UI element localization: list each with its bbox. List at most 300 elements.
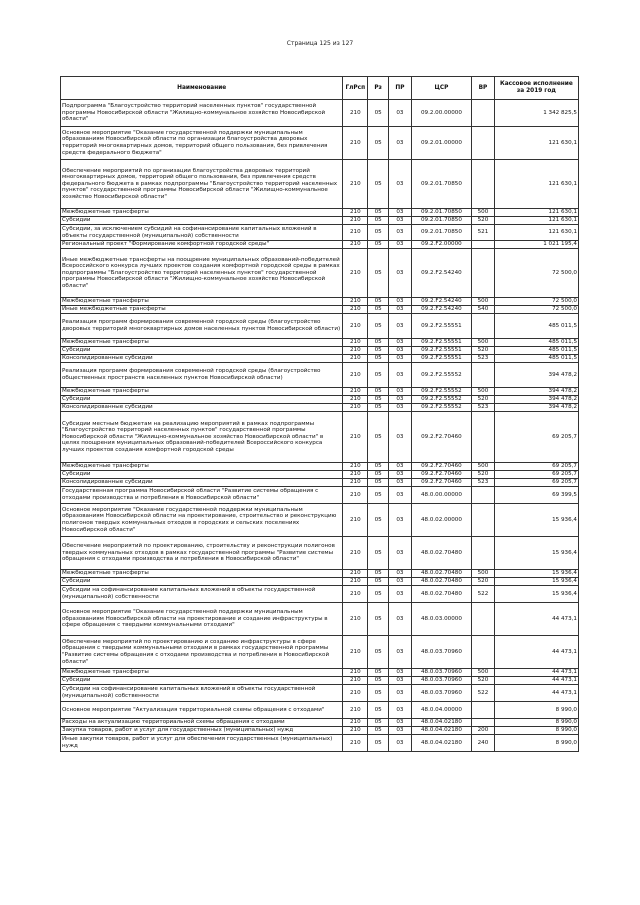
cell-csr: 48.0.02.00000 — [411, 504, 471, 537]
cell-csr: 48.0.00.00000 — [411, 487, 471, 504]
cell-csr: 09.2.F2.55552 — [411, 363, 471, 388]
cell-grp: 210 — [343, 537, 368, 570]
cell-rz: 05 — [368, 306, 389, 314]
cell-name: Обеспечение мероприятий по проектированию, строительству и реконструкции полигонов твердых коммунальных отходов в рамках государственной программы "Развитие системы обращения с отходами производства и потребления в Новосибирской области" — [61, 537, 343, 570]
cell-amount: 72 500,0 — [494, 298, 578, 306]
cell-csr: 48.0.04.02180 — [411, 727, 471, 735]
cell-amount: 69 399,5 — [494, 487, 578, 504]
cell-vr — [472, 487, 495, 504]
cell-name: Государственная программа Новосибирской области "Развитие системы обращения с отходами производства и потребления в Новосибирской области" — [61, 487, 343, 504]
cell-rz: 05 — [368, 669, 389, 677]
cell-grp: 210 — [343, 347, 368, 355]
cell-vr — [472, 412, 495, 463]
table-row — [61, 100, 579, 127]
cell-grp: 210 — [343, 487, 368, 504]
cell-vr: 240 — [472, 735, 495, 752]
cell-vr: 523 — [472, 355, 495, 363]
cell-vr: 520 — [472, 677, 495, 685]
cell-name: Закупка товаров, работ и услуг для государственных (муниципальных) нужд — [61, 727, 343, 735]
cell-csr: 09.2.F2.70460 — [411, 479, 471, 487]
cell-grp: 210 — [343, 339, 368, 347]
cell-pr: 03 — [389, 225, 412, 241]
cell-amount: 69 205,7 — [494, 412, 578, 463]
cell-csr: 48.0.04.02180 — [411, 719, 471, 727]
cell-rz: 05 — [368, 355, 389, 363]
cell-pr: 03 — [389, 355, 412, 363]
cell-name: Межбюджетные трансферты — [61, 388, 343, 396]
cell-name: Реализация программ формирования современной городской среды (благоустройство общественных пространств населенных пунктов Новосибирской области) — [61, 363, 343, 388]
cell-pr: 03 — [389, 298, 412, 306]
cell-grp: 210 — [343, 570, 368, 578]
cell-name: Обеспечение мероприятий по проектированию и созданию инфраструктуры в сфере обращения с твердыми коммунальными отходами в рамках государственной программы "Развитие системы обращения с отходами производства и потребления в Новосибирской области" — [61, 636, 343, 669]
cell-amount: 8 990,0 — [494, 702, 578, 719]
cell-rz: 05 — [368, 217, 389, 225]
cell-rz: 05 — [368, 298, 389, 306]
cell-rz: 05 — [368, 735, 389, 752]
cell-rz: 05 — [368, 209, 389, 217]
cell-csr: 09.2.00.00000 — [411, 100, 471, 127]
cell-pr: 03 — [389, 339, 412, 347]
cell-vr — [472, 363, 495, 388]
cell-name: Субсидии — [61, 471, 343, 479]
table-row — [61, 487, 579, 504]
header-amount: Кассовое исполнение за 2019 год — [494, 77, 578, 100]
cell-grp: 210 — [343, 479, 368, 487]
table-row — [61, 471, 579, 479]
table-row — [61, 404, 579, 412]
cell-amount: 485 011,5 — [494, 355, 578, 363]
cell-pr: 03 — [389, 314, 412, 339]
cell-pr: 03 — [389, 504, 412, 537]
cell-grp: 210 — [343, 363, 368, 388]
cell-name: Консолидированные субсидии — [61, 479, 343, 487]
table-row — [61, 719, 579, 727]
cell-amount: 15 936,4 — [494, 570, 578, 578]
table-row — [61, 241, 579, 249]
cell-csr: 48.0.03.70960 — [411, 669, 471, 677]
cell-rz: 05 — [368, 127, 389, 160]
cell-grp: 210 — [343, 669, 368, 677]
cell-pr: 03 — [389, 412, 412, 463]
cell-rz: 05 — [368, 249, 389, 298]
cell-grp: 210 — [343, 404, 368, 412]
cell-csr: 48.0.02.70480 — [411, 586, 471, 603]
cell-rz: 05 — [368, 570, 389, 578]
table-row — [61, 685, 579, 702]
cell-amount: 44 473,1 — [494, 636, 578, 669]
cell-name: Консолидированные субсидии — [61, 355, 343, 363]
cell-vr — [472, 314, 495, 339]
table-row — [61, 396, 579, 404]
cell-csr: 09.2.F2.70460 — [411, 412, 471, 463]
table-row — [61, 504, 579, 537]
table-row — [61, 339, 579, 347]
cell-name: Межбюджетные трансферты — [61, 209, 343, 217]
cell-csr: 48.0.04.00000 — [411, 702, 471, 719]
cell-name: Иные межбюджетные трансферты — [61, 306, 343, 314]
cell-pr: 03 — [389, 570, 412, 578]
cell-grp: 210 — [343, 636, 368, 669]
cell-grp: 210 — [343, 463, 368, 471]
cell-vr: 522 — [472, 685, 495, 702]
cell-amount: 8 990,0 — [494, 735, 578, 752]
cell-csr: 09.2.01.70850 — [411, 160, 471, 209]
cell-grp: 210 — [343, 685, 368, 702]
cell-csr: 48.0.03.70960 — [411, 677, 471, 685]
table-row — [61, 636, 579, 669]
cell-amount: 121 630,1 — [494, 127, 578, 160]
cell-csr: 09.2.F2.55551 — [411, 347, 471, 355]
cell-pr: 03 — [389, 669, 412, 677]
cell-pr: 03 — [389, 249, 412, 298]
cell-grp: 210 — [343, 388, 368, 396]
cell-amount: 44 473,1 — [494, 603, 578, 636]
cell-vr: 520 — [472, 347, 495, 355]
cell-vr — [472, 241, 495, 249]
cell-name: Субсидии — [61, 677, 343, 685]
table-row — [61, 479, 579, 487]
cell-pr: 03 — [389, 603, 412, 636]
cell-grp: 210 — [343, 225, 368, 241]
cell-csr: 09.2.01.70850 — [411, 209, 471, 217]
cell-grp: 210 — [343, 586, 368, 603]
cell-pr: 03 — [389, 685, 412, 702]
cell-amount: 394 478,2 — [494, 388, 578, 396]
cell-vr: 540 — [472, 306, 495, 314]
cell-vr: 522 — [472, 586, 495, 603]
cell-grp: 210 — [343, 209, 368, 217]
cell-name: Иные межбюджетные трансферты на поощрение муниципальных образований-победителей Всероссийского конкурса лучших проектов создания комфортной городской среды в рамках подпрограммы "Благоустройство территорий населенных пунктов" государственной программы Новосибирской области "Жилищно-коммунальное хозяйство Новосибирской области" — [61, 249, 343, 298]
cell-amount: 44 473,1 — [494, 669, 578, 677]
cell-rz: 05 — [368, 388, 389, 396]
cell-grp: 210 — [343, 504, 368, 537]
cell-rz: 05 — [368, 487, 389, 504]
table-row — [61, 463, 579, 471]
cell-grp: 210 — [343, 471, 368, 479]
cell-vr: 523 — [472, 404, 495, 412]
cell-grp: 210 — [343, 127, 368, 160]
cell-grp: 210 — [343, 314, 368, 339]
cell-amount: 121 630,1 — [494, 160, 578, 209]
cell-pr: 03 — [389, 487, 412, 504]
cell-grp: 210 — [343, 241, 368, 249]
cell-rz: 05 — [368, 727, 389, 735]
table-row — [61, 537, 579, 570]
cell-name: Субсидии — [61, 217, 343, 225]
cell-vr: 500 — [472, 209, 495, 217]
cell-name: Региональный проект "Формирование комфортной городской среды" — [61, 241, 343, 249]
cell-amount: 44 473,1 — [494, 685, 578, 702]
cell-rz: 05 — [368, 396, 389, 404]
cell-vr: 500 — [472, 669, 495, 677]
table-row — [61, 298, 579, 306]
cell-name: Субсидии — [61, 396, 343, 404]
cell-pr: 03 — [389, 241, 412, 249]
table-row — [61, 217, 579, 225]
table-row — [61, 578, 579, 586]
cell-pr: 03 — [389, 586, 412, 603]
cell-pr: 03 — [389, 217, 412, 225]
cell-csr: 09.2.F2.55552 — [411, 396, 471, 404]
cell-csr: 09.2.01.00000 — [411, 127, 471, 160]
table-row — [61, 586, 579, 603]
cell-csr: 09.2.F2.54240 — [411, 298, 471, 306]
table-row — [61, 225, 579, 241]
cell-vr — [472, 537, 495, 570]
cell-name: Расходы на актуализацию территориальной схемы обращения с отходами — [61, 719, 343, 727]
cell-rz: 05 — [368, 314, 389, 339]
cell-amount: 8 990,0 — [494, 727, 578, 735]
cell-pr: 03 — [389, 636, 412, 669]
cell-name: Субсидии — [61, 578, 343, 586]
cell-vr: 500 — [472, 463, 495, 471]
cell-grp: 210 — [343, 603, 368, 636]
cell-vr: 523 — [472, 479, 495, 487]
cell-csr: 48.0.02.70480 — [411, 570, 471, 578]
cell-vr — [472, 160, 495, 209]
cell-amount: 394 478,2 — [494, 404, 578, 412]
cell-grp: 210 — [343, 412, 368, 463]
table-row — [61, 727, 579, 735]
cell-rz: 05 — [368, 685, 389, 702]
header-name: Наименование — [61, 77, 343, 100]
cell-name: Основное мероприятие "Оказание государственной поддержки муниципальным образованиям Новосибирской области на проектирование и создание инфраструктуры в сфере обращения с твердыми коммунальными отходами" — [61, 603, 343, 636]
cell-grp: 210 — [343, 719, 368, 727]
table-row — [61, 669, 579, 677]
cell-name: Межбюджетные трансферты — [61, 298, 343, 306]
cell-amount: 69 205,7 — [494, 471, 578, 479]
table-row — [61, 160, 579, 209]
cell-pr: 03 — [389, 463, 412, 471]
table-row — [61, 347, 579, 355]
cell-pr: 03 — [389, 479, 412, 487]
cell-pr: 03 — [389, 719, 412, 727]
table-header-row — [61, 77, 579, 100]
cell-csr: 09.2.F2.70460 — [411, 471, 471, 479]
cell-csr: 09.2.01.70850 — [411, 225, 471, 241]
header-pr: ПР — [389, 77, 412, 100]
cell-csr: 09.2.F2.55552 — [411, 404, 471, 412]
table-row — [61, 363, 579, 388]
cell-pr: 03 — [389, 735, 412, 752]
cell-csr: 48.0.02.70480 — [411, 578, 471, 586]
table-body — [61, 100, 579, 752]
cell-vr — [472, 702, 495, 719]
cell-amount: 121 630,1 — [494, 209, 578, 217]
cell-amount: 15 936,4 — [494, 504, 578, 537]
cell-pr: 03 — [389, 396, 412, 404]
cell-pr: 03 — [389, 347, 412, 355]
page-number: Страница 125 из 127 — [286, 40, 354, 47]
cell-name: Субсидии на софинансирование капитальных вложений в объекты государственной (муниципальной) собственности — [61, 586, 343, 603]
cell-vr: 500 — [472, 388, 495, 396]
cell-amount: 485 011,5 — [494, 314, 578, 339]
cell-grp: 210 — [343, 396, 368, 404]
cell-rz: 05 — [368, 504, 389, 537]
cell-rz: 05 — [368, 537, 389, 570]
cell-vr: 520 — [472, 578, 495, 586]
table-row — [61, 249, 579, 298]
cell-grp: 210 — [343, 217, 368, 225]
cell-csr: 48.0.03.70960 — [411, 636, 471, 669]
cell-rz: 05 — [368, 347, 389, 355]
table-row — [61, 209, 579, 217]
cell-vr: 520 — [472, 471, 495, 479]
table-row — [61, 314, 579, 339]
cell-rz: 05 — [368, 160, 389, 209]
cell-name: Консолидированные субсидии — [61, 404, 343, 412]
cell-name: Подпрограмма "Благоустройство территорий населенных пунктов" государственной программы Новосибирской области "Жилищно-коммунальное хозяйство Новосибирской области" — [61, 100, 343, 127]
table-row — [61, 127, 579, 160]
cell-name: Межбюджетные трансферты — [61, 339, 343, 347]
cell-vr: 500 — [472, 570, 495, 578]
cell-rz: 05 — [368, 404, 389, 412]
cell-csr: 48.0.02.70480 — [411, 537, 471, 570]
budget-table — [60, 76, 579, 752]
cell-csr: 09.2.F2.70460 — [411, 463, 471, 471]
cell-vr — [472, 636, 495, 669]
cell-rz: 05 — [368, 339, 389, 347]
cell-name: Межбюджетные трансферты — [61, 463, 343, 471]
cell-grp: 210 — [343, 702, 368, 719]
cell-pr: 03 — [389, 537, 412, 570]
cell-amount: 44 473,1 — [494, 677, 578, 685]
cell-vr: 500 — [472, 339, 495, 347]
cell-rz: 05 — [368, 603, 389, 636]
cell-csr: 48.0.03.00000 — [411, 603, 471, 636]
cell-csr: 09.2.F2.55551 — [411, 339, 471, 347]
cell-csr: 09.2.F2.55551 — [411, 355, 471, 363]
cell-amount: 394 478,2 — [494, 396, 578, 404]
cell-grp: 210 — [343, 735, 368, 752]
cell-amount: 394 478,2 — [494, 363, 578, 388]
cell-rz: 05 — [368, 363, 389, 388]
cell-rz: 05 — [368, 241, 389, 249]
header-rz: Рз — [368, 77, 389, 100]
cell-rz: 05 — [368, 412, 389, 463]
cell-grp: 210 — [343, 578, 368, 586]
cell-name: Основное мероприятие "Оказание государственной поддержки муниципальным образованиям Новосибирской области на проектирование, строительство и реконструкцию полигонов твердых коммунальных отходов в городских и сельских поселениях Новосибирской области" — [61, 504, 343, 537]
cell-amount: 8 990,0 — [494, 719, 578, 727]
cell-pr: 03 — [389, 727, 412, 735]
cell-vr: 520 — [472, 217, 495, 225]
cell-pr: 03 — [389, 100, 412, 127]
cell-csr: 09.2.F2.54240 — [411, 306, 471, 314]
cell-rz: 05 — [368, 677, 389, 685]
table-row — [61, 388, 579, 396]
cell-grp: 210 — [343, 355, 368, 363]
cell-rz: 05 — [368, 463, 389, 471]
cell-amount: 72 500,0 — [494, 249, 578, 298]
cell-vr — [472, 249, 495, 298]
cell-vr — [472, 100, 495, 127]
cell-amount: 69 205,7 — [494, 479, 578, 487]
cell-vr — [472, 504, 495, 537]
table-row — [61, 306, 579, 314]
cell-amount: 121 630,1 — [494, 217, 578, 225]
table-row — [61, 570, 579, 578]
header-grp: ГлРсп — [343, 77, 368, 100]
cell-pr: 03 — [389, 388, 412, 396]
cell-name: Реализация программ формирования современной городской среды (благоустройство дворовых территорий многоквартирных домов населенных пунктов Новосибирской области) — [61, 314, 343, 339]
cell-csr: 48.0.04.02180 — [411, 735, 471, 752]
cell-vr: 521 — [472, 225, 495, 241]
cell-amount: 485 011,5 — [494, 347, 578, 355]
cell-rz: 05 — [368, 578, 389, 586]
cell-name: Основное мероприятие "Актуализация территориальной схемы обращения с отходами" — [61, 702, 343, 719]
cell-amount: 485 011,5 — [494, 339, 578, 347]
cell-csr: 09.2.F2.00000 — [411, 241, 471, 249]
table-row — [61, 702, 579, 719]
cell-name: Межбюджетные трансферты — [61, 669, 343, 677]
table-row — [61, 735, 579, 752]
table-row — [61, 355, 579, 363]
cell-rz: 05 — [368, 719, 389, 727]
cell-amount: 69 205,7 — [494, 463, 578, 471]
cell-pr: 03 — [389, 363, 412, 388]
cell-vr — [472, 719, 495, 727]
cell-vr: 200 — [472, 727, 495, 735]
cell-rz: 05 — [368, 479, 389, 487]
cell-name: Субсидии местным бюджетам на реализацию мероприятий в рамках подпрограммы "Благоустройство территорий населенных пунктов" государственной программы Новосибирской области "Жилищно-коммунальное хозяйство Новосибирской области" в целях поощрения муниципальных образований-победителей Всероссийского конкурса лучших проектов создания комфортной городской среды — [61, 412, 343, 463]
cell-name: Обеспечение мероприятий по организации благоустройства дворовых территорий многоквартирных домов, территорий общего пользования, без привлечения средств федерального бюджета в рамках подпрограммы "Благоустройство территорий населенных пунктов" государственной программы Новосибирской области "Жилищно-коммунальное хозяйство Новосибирской области" — [61, 160, 343, 209]
cell-grp: 210 — [343, 160, 368, 209]
cell-name: Субсидии на софинансирование капитальных вложений в объекты государственной (муниципальной) собственности — [61, 685, 343, 702]
cell-grp: 210 — [343, 727, 368, 735]
cell-vr — [472, 603, 495, 636]
cell-vr: 500 — [472, 298, 495, 306]
cell-amount: 15 936,4 — [494, 537, 578, 570]
cell-name: Межбюджетные трансферты — [61, 570, 343, 578]
cell-csr: 09.2.F2.55552 — [411, 388, 471, 396]
cell-pr: 03 — [389, 677, 412, 685]
cell-grp: 210 — [343, 306, 368, 314]
cell-grp: 210 — [343, 298, 368, 306]
cell-csr: 09.2.F2.55551 — [411, 314, 471, 339]
cell-amount: 15 936,4 — [494, 578, 578, 586]
cell-rz: 05 — [368, 100, 389, 127]
cell-name: Основное мероприятие "Оказание государственной поддержки муниципальным образованиям Новосибирской области по организации благоустройства дворовых территорий многоквартирных домов, территорий общего пользования, без привлечения средств федерального бюджета" — [61, 127, 343, 160]
cell-amount: 121 630,1 — [494, 225, 578, 241]
cell-name: Субсидии, за исключением субсидий на софинансирование капитальных вложений в объекты государственной (муниципальной) собственности — [61, 225, 343, 241]
cell-csr: 09.2.01.70850 — [411, 217, 471, 225]
cell-grp: 210 — [343, 677, 368, 685]
cell-rz: 05 — [368, 586, 389, 603]
cell-pr: 03 — [389, 127, 412, 160]
table-row — [61, 677, 579, 685]
cell-vr — [472, 127, 495, 160]
cell-grp: 210 — [343, 100, 368, 127]
cell-amount: 15 936,4 — [494, 586, 578, 603]
cell-rz: 05 — [368, 225, 389, 241]
cell-vr: 520 — [472, 396, 495, 404]
cell-amount: 1 021 195,4 — [494, 241, 578, 249]
cell-amount: 72 500,0 — [494, 306, 578, 314]
cell-amount: 1 342 825,5 — [494, 100, 578, 127]
header-csr: ЦСР — [411, 77, 471, 100]
cell-name: Иные закупки товаров, работ и услуг для обеспечения государственных (муниципальных) нужд — [61, 735, 343, 752]
table-row — [61, 412, 579, 463]
cell-rz: 05 — [368, 471, 389, 479]
cell-name: Субсидии — [61, 347, 343, 355]
cell-rz: 05 — [368, 636, 389, 669]
cell-pr: 03 — [389, 209, 412, 217]
cell-pr: 03 — [389, 471, 412, 479]
cell-csr: 48.0.03.70960 — [411, 685, 471, 702]
cell-pr: 03 — [389, 702, 412, 719]
header-vr: ВР — [472, 77, 495, 100]
table-row — [61, 603, 579, 636]
